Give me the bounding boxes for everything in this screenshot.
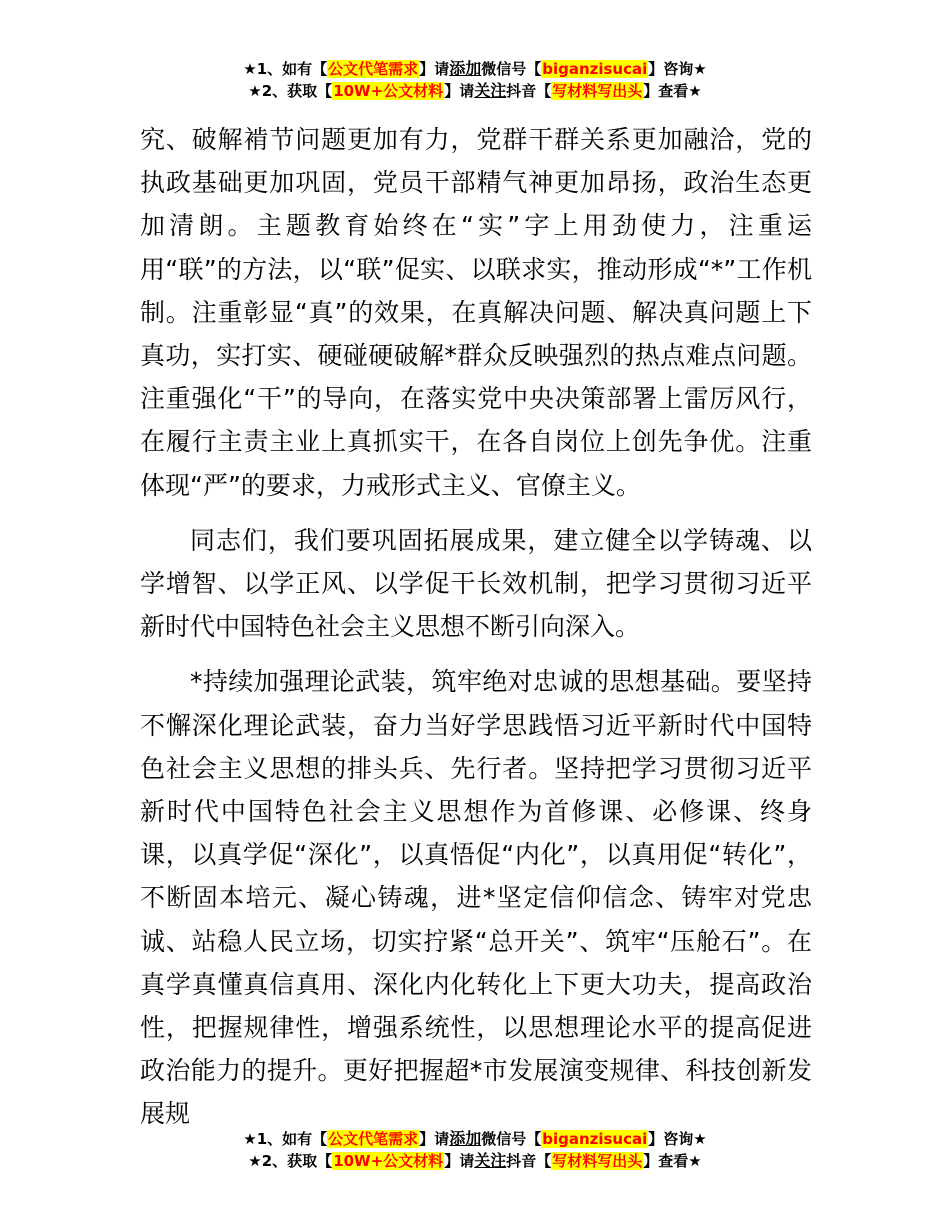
paragraph-2: 同志们，我们要巩固拓展成果，建立健全以学铸魂、以学增智、以学正风、以学促干长效机制，把学习贯彻习近平新时代中国特色社会主义思想不断引向深入。 [140,525,812,642]
document-body [140,118,812,1148]
paragraph-3: *持续加强理论武装，筑牢绝对忠诚的思想基础。要坚持不懈深化理论武装，奋力当好学思践悟习近平新时代中国特色社会主义思想的排头兵、先行者。坚持把学习贯彻习近平新时代中国特色社会主义思想作为首修课、必修课、终身课，以真学促“深化”，以真悟促“内化”，以真用促“转化”，不断固本培元、凝心铸魂，进*坚定信仰信念、铸牢对党忠诚、站稳人民立场，切实拧紧“总开关”、筑牢“压舱石”。在真学真懂真信真用、深化内化转化上下更大功夫，提高政治性，把握规律性，增强系统性，以思想理论水平的提高促进政治能力的提升。更好把握超*市发展演变规律、科技创新发展规 [140,667,812,1129]
wechat-id-highlight: biganzisucai [542,1130,648,1148]
footer-banner [0,1128,950,1172]
materials-highlight: 10W+公文材料 [333,82,444,100]
douyin-account-highlight: 写材料写出头 [552,1152,643,1170]
header-banner-line-1: ★1、如有【公文代笔需求】请添加微信号【biganzisucai】咨询★ [243,59,707,78]
header-banner [0,58,950,102]
service-highlight: 公文代笔需求 [328,60,419,78]
wechat-id-highlight: biganzisucai [542,60,648,78]
paragraph-1: 究、破解褃节问题更加有力，党群干群关系更加融洽，党的执政基础更加巩固，党员干部精气神更加昂扬，政治生态更加清朗。主题教育始终在“实”字上用劲使力，注重运用“联”的方法，以“联”促实、以联求实，推动形成“*”工作机制。注重彰显“真”的效果，在真解决问题、解决真问题上下真功，实打实、硬碰硬破解*群众反映强烈的热点难点问题。注重强化“干”的导向，在落实党中央决策部署上雷厉风行，在履行主责主业上真抓实干，在各自岗位上创先争优。注重体现“严”的要求，力戒形式主义、官僚主义。 [140,125,812,500]
footer-banner-line-2: ★2、获取【10W+公文材料】请关注抖音【写材料写出头】查看★ [248,1151,702,1170]
douyin-account-highlight: 写材料写出头 [552,82,643,100]
materials-highlight: 10W+公文材料 [333,1152,444,1170]
footer-banner-line-1: ★1、如有【公文代笔需求】请添加微信号【biganzisucai】咨询★ [243,1129,707,1148]
header-banner-line-2: ★2、获取【10W+公文材料】请关注抖音【写材料写出头】查看★ [248,81,702,100]
service-highlight: 公文代笔需求 [328,1130,419,1148]
